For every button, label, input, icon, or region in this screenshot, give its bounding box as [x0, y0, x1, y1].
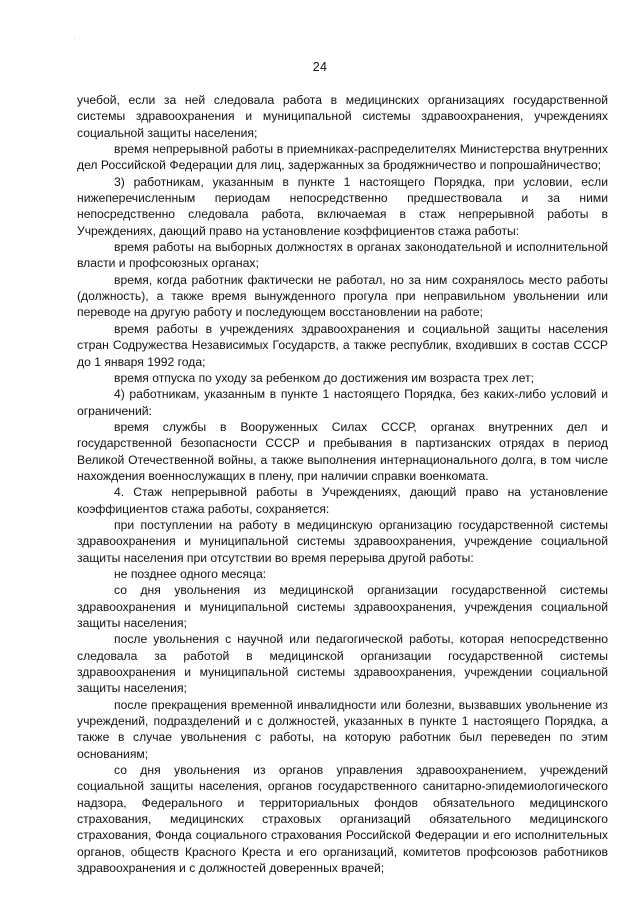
- paragraph: 4. Стаж непрерывной работы в Учреждениях, дающий право на установление коэффициентов стажа работы, сохраняется:: [77, 485, 608, 516]
- paragraph: 3) работникам, указанным в пункте 1 настоящего Порядка, при условии, если нижеперечисленным периодам непосредственно предшествовала и за ними непосредственно следовала работа, включаемая в стаж непрерывной работы в Учреждениях, дающий право на установление коэффициентов стажа работы:: [77, 174, 608, 238]
- paragraph: время, когда работник фактически не работал, но за ним сохранялось место работы (должность), а также время вынужденного прогула при неправильном увольнении или переводе на другую работу и последующем восстановлении на работе;: [77, 272, 608, 320]
- paragraph: время работы в учреждениях здравоохранения и социальной защиты населения стран Содружества Независимых Государств, а также республик, входивших в состав СССР до 1 января 1992 года;: [77, 321, 608, 369]
- paragraph: 4) работникам, указанным в пункте 1 настоящего Порядка, без каких-либо условий и ограничений:: [77, 387, 608, 418]
- paragraph: время непрерывной работы в приемниках-распределителях Министерства внутренних дел Российской Федерации для лиц, задержанных за бродяжничество и попрошайничество;: [77, 142, 608, 173]
- paragraph: при поступлении на работу в медицинскую организацию государственной системы здравоохранения и муниципальной системы здравоохранения, учреждение социальной защиты населения при отсутствии во время перерыва другой работы:: [77, 517, 608, 565]
- paragraph: время службы в Вооруженных Силах СССР, органах внутренних дел и государственной безопасности СССР и пребывания в партизанских отрядах в период Великой Отечественной войны, а также выполнения интернационального долга, в том числе нахождения военнослужащих в плену, при наличии справки военкомата.: [77, 419, 608, 483]
- paragraph: не позднее одного месяца:: [114, 566, 267, 581]
- paragraph: учебой, если за ней следовала работа в медицинских организациях государственной системы здравоохранения и муниципальной системы здравоохранения, учреждениях социальной защиты населения;: [77, 93, 608, 140]
- paragraph: со дня увольнения из органов управления здравоохранением, учреждений социальной защиты населения, органов государственного санитарно-эпидемиологического надзора, Федерального и территориальных фондов обязательного медицинского страхования, медицинских страховых организаций обязательного медицинского страхования, Фонда социального страхования Российской Федерации и его исполнительных органов, обществ Красного Креста и его организаций, комитетов профсоюзов работников здравоохранения и с должностей доверенных врачей;: [77, 763, 608, 876]
- paragraph: время работы на выборных должностях в органах законодательной и исполнительной власти и профсоюзных органах;: [77, 240, 608, 271]
- paragraph: после увольнения с научной или педагогической работы, которая непосредственно следовала за работой в медицинской организации государственной системы здравоохранения и муниципальной системы здравоохранения, учреждении социальной защиты населения;: [77, 632, 608, 696]
- page-number: 24: [312, 60, 328, 74]
- margin-mark: [74, 38, 75, 39]
- paragraph: после прекращения временной инвалидности или болезни, вызвавших увольнение из учреждений, подразделений и с должностей, указанных в пункте 1 настоящего Порядка, а также в случае увольнения с работы, на которую работник был переведен по этим основаниям;: [77, 697, 608, 761]
- paragraph: время отпуска по уходу за ребенком до достижения им возраста трех лет;: [114, 370, 535, 385]
- paragraph: со дня увольнения из медицинской организации государственной системы здравоохранения и муниципальной системы здравоохранения, учреждения социальной защиты населения;: [77, 583, 608, 630]
- document-body: [77, 92, 608, 877]
